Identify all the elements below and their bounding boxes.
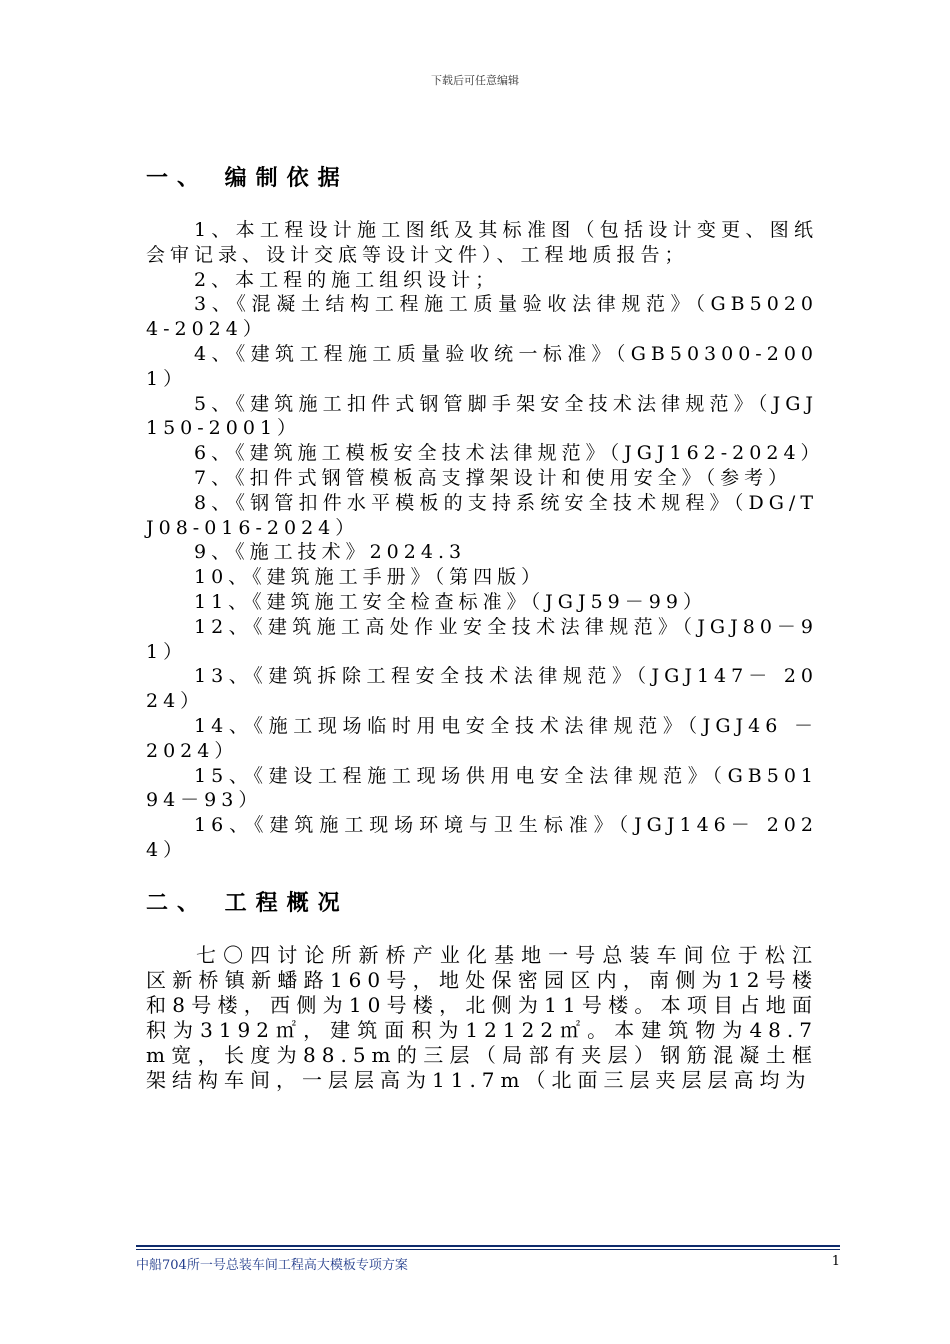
list-item: 2、本工程的施工组织设计； <box>194 268 500 291</box>
overview-paragraph: 七〇四讨论所新桥产业化基地一号总装车间位于松江区新桥镇新蟠路160号，地处保密园区内，南侧为12号楼和8号楼，西侧为10号楼，北侧为11号楼。本项目占地面积为3192㎡，建筑面积为12122㎡。本建筑物为48.7m宽，长度为88.5m的三层（局部有夹层）钢筋混凝土框架结构车间，一层层高为11.7m（北面三层夹层层高均为 <box>146 942 818 1092</box>
list-item: 13、《建筑拆除工程安全技术法律规范》（JGJ147－ 2024） <box>146 665 818 713</box>
document-body <box>146 160 825 1093</box>
footer-rule <box>136 1245 840 1247</box>
list-item: 14、《施工现场临时用电安全技术法律规范》（JGJ46 － 2024） <box>146 714 818 762</box>
list-item: 4、《建筑工程施工质量验收统一标准》（GB50300-2001） <box>146 342 818 390</box>
list-item: 11、《建筑施工安全检查标准》（JGJ59－99） <box>194 590 707 613</box>
basis-list <box>146 218 825 863</box>
section-heading-overview: 二、 工程概况 <box>146 890 349 916</box>
list-item: 12、《建筑施工高处作业安全技术法律规范》（JGJ80－91） <box>146 615 818 663</box>
section-heading-basis: 一、 编制依据 <box>146 166 349 191</box>
footer-rule-thin <box>136 1249 840 1250</box>
list-item: 1、本工程设计施工图纸及其标准图（包括设计变更、图纸会审记录、设计交底等设计文件）、工程地质报告； <box>146 219 818 266</box>
page-header: 下载后可任意编辑 <box>431 74 519 87</box>
list-item: 8、《钢管扣件水平模板的支持系统安全技术规程》（DG/TJ08-016-2024） <box>146 491 818 539</box>
list-item: 10、《建筑施工手册》（第四版） <box>194 566 546 589</box>
page-number: 1 <box>831 1254 840 1269</box>
page-footer <box>136 1254 840 1273</box>
list-item: 7、《扣件式钢管模板高支撑架设计和使用安全》（参考） <box>194 466 793 489</box>
list-item: 5、《建筑施工扣件式钢管脚手架安全技术法律规范》（JGJ150-2001） <box>146 392 818 440</box>
list-item: 15、《建设工程施工现场供用电安全法律规范》（GB50194－93） <box>146 764 818 812</box>
list-item: 9、《施工技术》2024.3 <box>194 541 467 564</box>
list-item: 3、《混凝土结构工程施工质量验收法律规范》（GB50204-2024） <box>146 293 818 341</box>
list-item: 6、《建筑施工模板安全技术法律规范》（JGJ162-2024） <box>194 442 825 465</box>
list-item: 16、《建筑施工现场环境与卫生标准》（JGJ146－ 2024） <box>146 814 818 861</box>
footer-title: 中船704所一号总装车间工程高大模板专项方案 <box>136 1258 408 1273</box>
